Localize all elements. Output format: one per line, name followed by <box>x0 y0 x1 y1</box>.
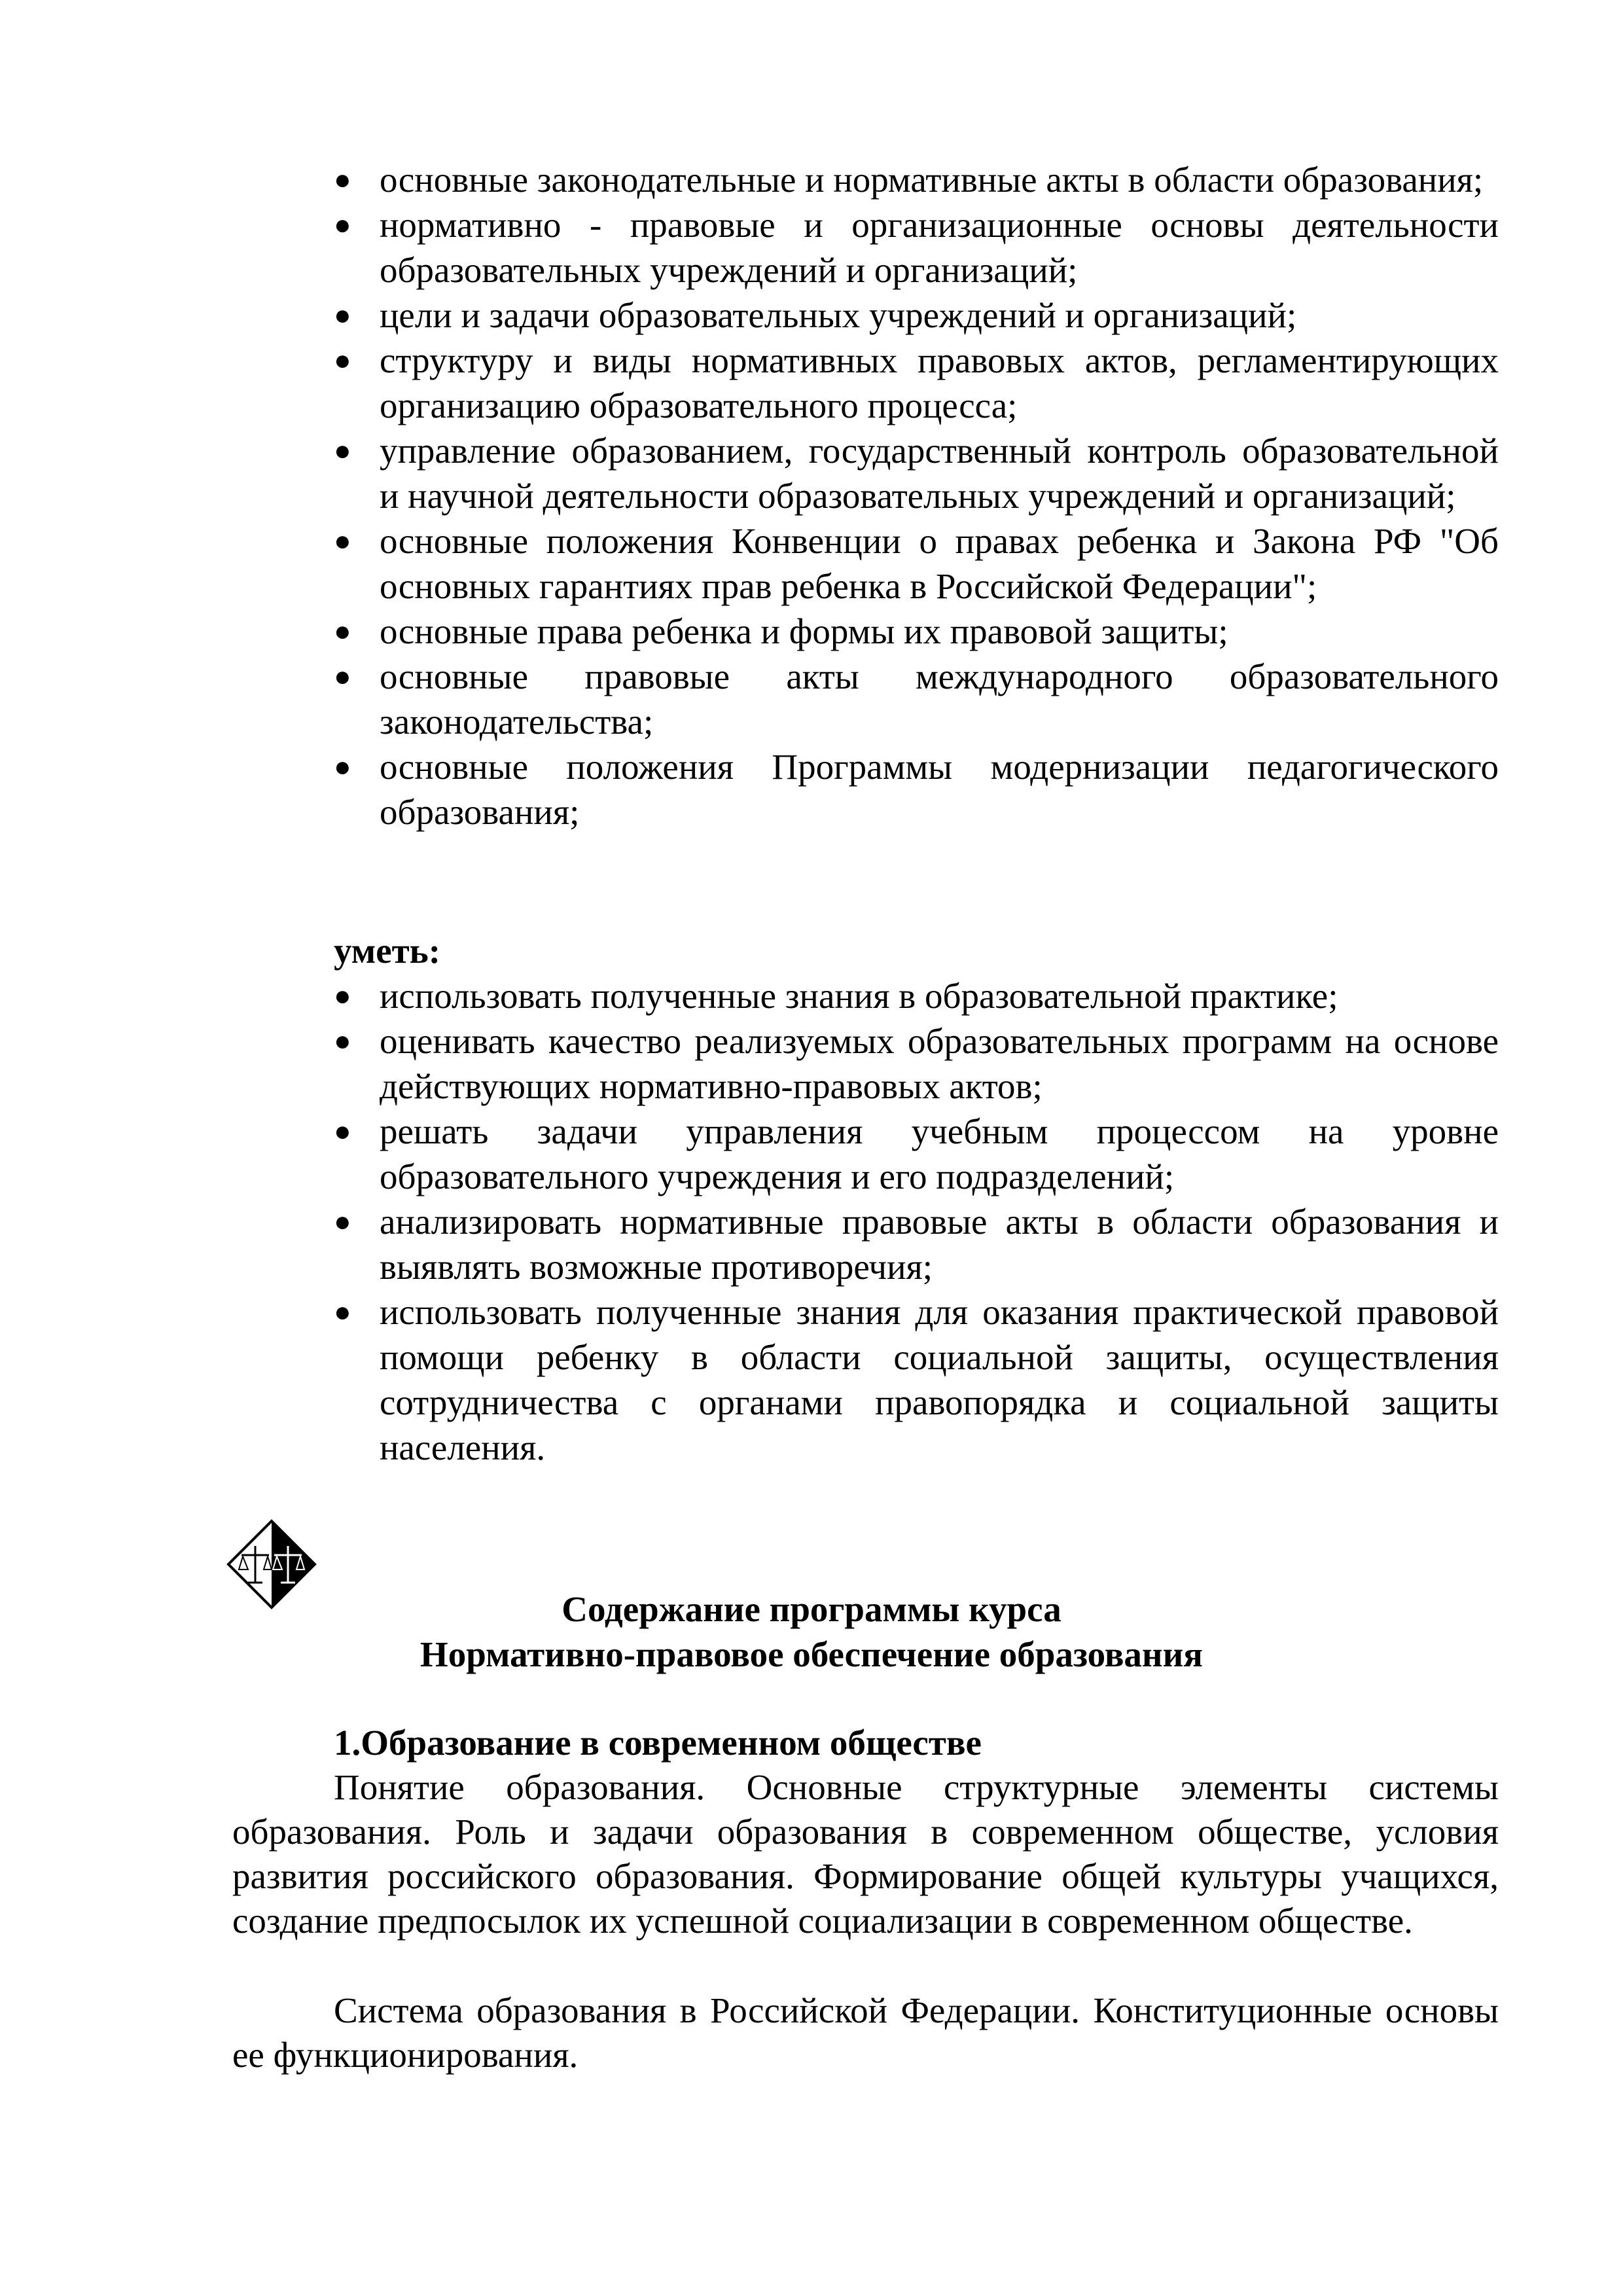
bullet-icon: ● <box>334 660 351 692</box>
bullet-icon: ● <box>334 615 351 647</box>
bullet-icon: ● <box>334 344 351 376</box>
bullet-icon: ● <box>334 980 351 1012</box>
list-item: ● анализировать нормативные правовые акты в области образования и выявлять возможные противоречия; <box>334 1199 1499 1289</box>
list-item: ● решать задачи управления учебным процессом на уровне образовательного учреждения и его подразделений; <box>334 1109 1499 1199</box>
bullet-icon: ● <box>334 525 351 557</box>
bullet-icon: ● <box>334 1025 351 1057</box>
list-item: ● основные положения Программы модернизации педагогического образования; <box>334 744 1499 834</box>
list-item: ● основные права ребенка и формы их правовой защиты; <box>334 609 1499 654</box>
list-item: ● управление образованием, государственный контроль образовательной и научной деятельности образовательных учреждений и организаций; <box>334 428 1499 518</box>
page-title: Содержание программы курса <box>562 1589 1061 1629</box>
skills-list <box>334 973 1499 1470</box>
list-item: ● оценивать качество реализуемых образовательных программ на основе действующих нормативно-правовых актов; <box>334 1018 1499 1109</box>
skills-label: уметь: <box>334 931 441 971</box>
bullet-icon: ● <box>334 299 351 331</box>
list-item: ● нормативно - правовые и организационные основы деятельности образовательных учреждений и организаций; <box>334 202 1499 293</box>
page-subtitle: Нормативно-правовое обеспечение образования <box>419 1634 1204 1674</box>
bullet-icon: ● <box>334 209 351 241</box>
list-item: ● структуру и виды нормативных правовых актов, регламентирующих организацию образовательного процесса; <box>334 338 1499 428</box>
list-item: ● цели и задачи образовательных учреждений и организаций; <box>334 293 1499 338</box>
section-title: 1.Образование в современном обществе <box>334 1723 982 1763</box>
list-item: ● основные законодательные и нормативные акты в области образования; <box>334 157 1499 202</box>
list-item: ● основные положения Конвенции о правах ребенка и Закона РФ "Об основных гарантиях прав ребенка в Российской Федерации"; <box>334 518 1499 609</box>
list-item: ● основные правовые акты международного образовательного законодательства; <box>334 654 1499 744</box>
bullet-icon: ● <box>334 164 351 196</box>
list-item: ● использовать полученные знания для оказания практической правовой помощи ребенку в области социальной защиты, осуществления сотрудничества с органами правопорядка и социальной защиты населения. <box>334 1289 1499 1470</box>
paragraph: Понятие образования. Основные структурные элементы системы образования. Роль и задачи образования в современном обществе, условия развития российского образования. Формирование общей культуры учащихся, создание предпосылок их успешной социализации в современном обществе. <box>232 1767 1499 1941</box>
knowledge-list <box>334 157 1499 834</box>
bullet-icon: ● <box>334 1206 351 1238</box>
list-item: ● использовать полученные знания в образовательной практике; <box>334 973 1499 1018</box>
bullet-icon: ● <box>334 1296 351 1328</box>
bullet-icon: ● <box>334 1115 351 1147</box>
paragraph: Система образования в Российской Федерации. Конституционные основы ее функционирования. <box>232 1990 1499 2075</box>
bullet-icon: ● <box>334 751 351 783</box>
bullet-icon: ● <box>334 435 351 467</box>
